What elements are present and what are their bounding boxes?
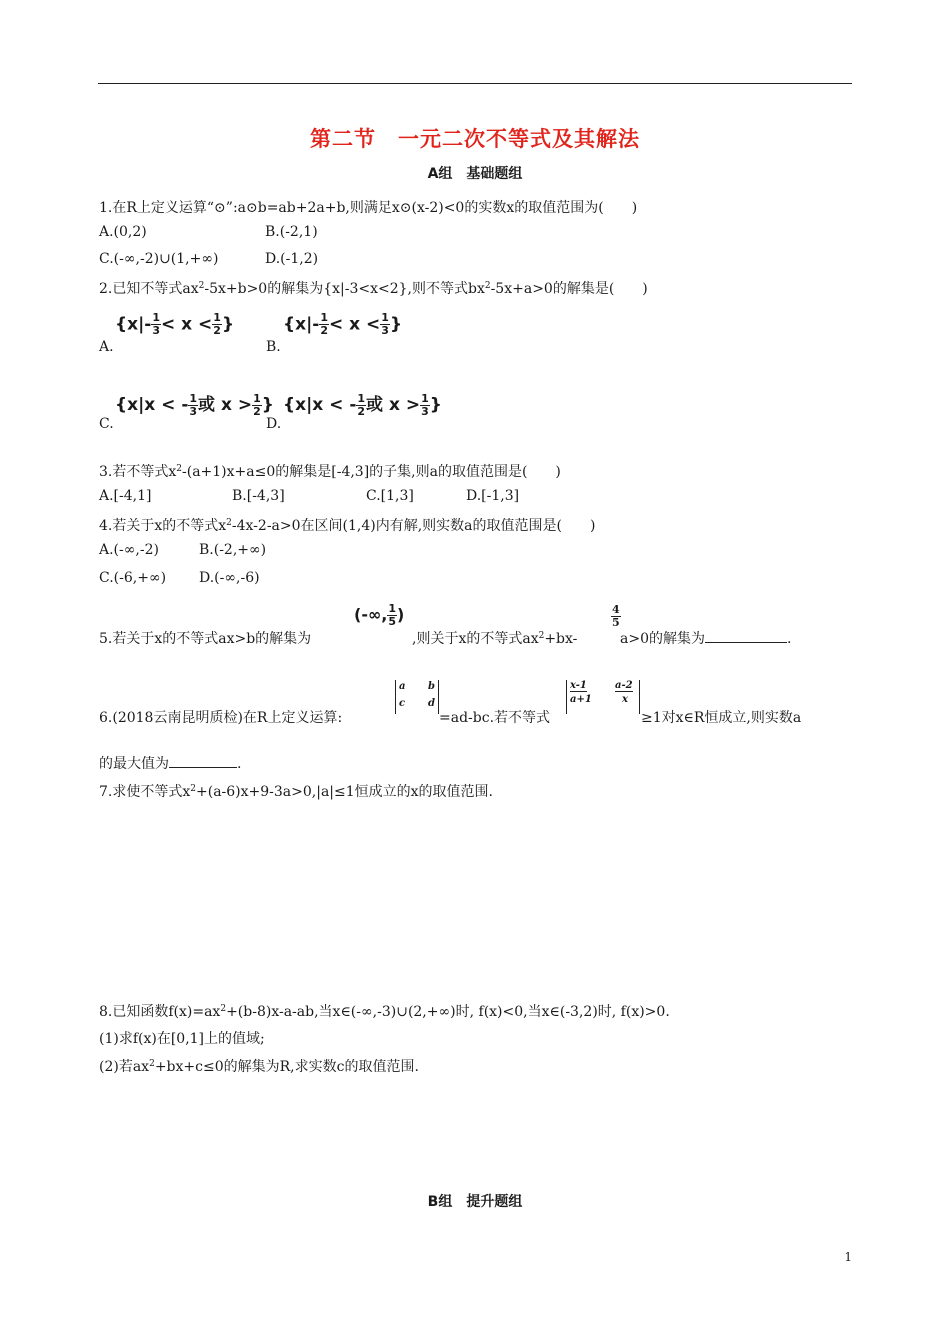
header-rule (98, 83, 852, 84)
q2-option-b-set: {x|- $\frac{1}{2}$ < x < $\frac{1}{3}$ } (283, 311, 403, 337)
page-number: 1 (844, 1250, 852, 1264)
q5-post: a>0的解集为 . (620, 628, 791, 648)
q8-part2: (2)若$ax^2+bx+c\le 0$的解集为R,求实数c的取值范围. (99, 1059, 419, 1075)
q4-stem: 4.若关于x的不等式$x^2-4x-2-a>0$在区间(1,4)内有解,则实数a的取值范围是( ) (99, 518, 596, 534)
q4-option-b: B.(-2,+∞) (199, 542, 267, 558)
q1-stem: 1.在R上定义运算“⊙”:a⊙b=ab+2a+b,则满足x⊙(x-2)<0的实数x的取值范围为( ) (99, 200, 638, 216)
q2-option-d-set: {x|x < - $\frac{1}{2}$ 或 x > $\frac{1}{3}$ } (283, 391, 442, 418)
q2-option-c-set: {x|x < - $\frac{1}{3}$ 或 x > $\frac{1}{2}$ } (115, 391, 274, 418)
q3-option-d: D.[-1,3] (466, 488, 520, 504)
q5-fraction: $\frac{4}{5}$ (612, 603, 620, 629)
q6-post: ≥1对x∈R恒成立,则实数a (641, 710, 802, 726)
q2-option-c-label: C. (99, 416, 114, 432)
q3-option-b: B.[-4,3] (232, 488, 285, 504)
q4-option-d: D.(-∞,-6) (199, 570, 260, 586)
q5-interval: (-∞, $\frac{1}{5}$ ) (354, 602, 405, 628)
q6-determinant-inequality: x-1 a+1 a-2 x (566, 680, 640, 714)
q3-option-a: A.[-4,1] (99, 488, 152, 504)
q2-stem: 2.已知不等式$ax^2-5x+b>0$的解集为{x|-3<x<2},则不等式$bx^2-5x+a>0$的解集是( ) (99, 281, 648, 297)
group-a-heading: A组 基础题组 (427, 166, 523, 182)
q8-part1: (1)求f(x)在[0,1]上的值域; (99, 1031, 265, 1047)
section-title: 第二节 一元二次不等式及其解法 (310, 127, 640, 151)
q4-option-a: A.(-∞,-2) (99, 542, 159, 558)
q6-pre: 6.(2018云南昆明质检)在R上定义运算: (99, 710, 343, 726)
q1-option-d: D.(-1,2) (265, 251, 319, 267)
q2-option-b-label: B. (266, 339, 281, 355)
q2-option-d-label: D. (266, 416, 282, 432)
q2-option-a-label: A. (99, 339, 114, 355)
q6-determinant-definition: a b c d (395, 680, 439, 714)
q2-option-a-set: {x|- $\frac{1}{3}$ < x < $\frac{1}{2}$ } (115, 311, 235, 337)
q7-stem: 7.求使不等式$x^2+(a-6)x+9-3a>0,|a|\le 1$恒成立的x的取值范围. (99, 784, 494, 800)
group-b-heading: B组 提升题组 (427, 1194, 523, 1210)
q6-mid: =ad-bc.若不等式 (439, 710, 551, 726)
q1-option-c: C.(-∞,-2)∪(1,+∞) (99, 251, 219, 267)
q8-stem: 8.已知函数$f(x)=ax^2+(b-8)x-a-ab$,当x∈(-∞,-3)∪(2,+∞)时, f(x)<0,当x∈(-3,2)时, f(x)>0. (99, 1004, 670, 1020)
q1-option-b: B.(-2,1) (265, 224, 318, 240)
q5-pre: 5.若关于x的不等式ax>b的解集为 (99, 631, 312, 647)
q5-answer-blank[interactable] (705, 628, 787, 643)
q6-line2: 的最大值为 . (99, 753, 241, 773)
q5-mid: ,则关于x的不等式$ax^2+bx-$ (412, 631, 578, 647)
q3-stem: 3.若不等式$x^2-(a+1)x+a\le 0$的解集是[-4,3]的子集,则a的取值范围是( ) (99, 464, 561, 480)
q6-answer-blank[interactable] (169, 753, 237, 768)
q4-option-c: C.(-6,+∞) (99, 570, 167, 586)
q3-option-c: C.[1,3] (366, 488, 414, 504)
q1-option-a: A.(0,2) (99, 224, 147, 240)
